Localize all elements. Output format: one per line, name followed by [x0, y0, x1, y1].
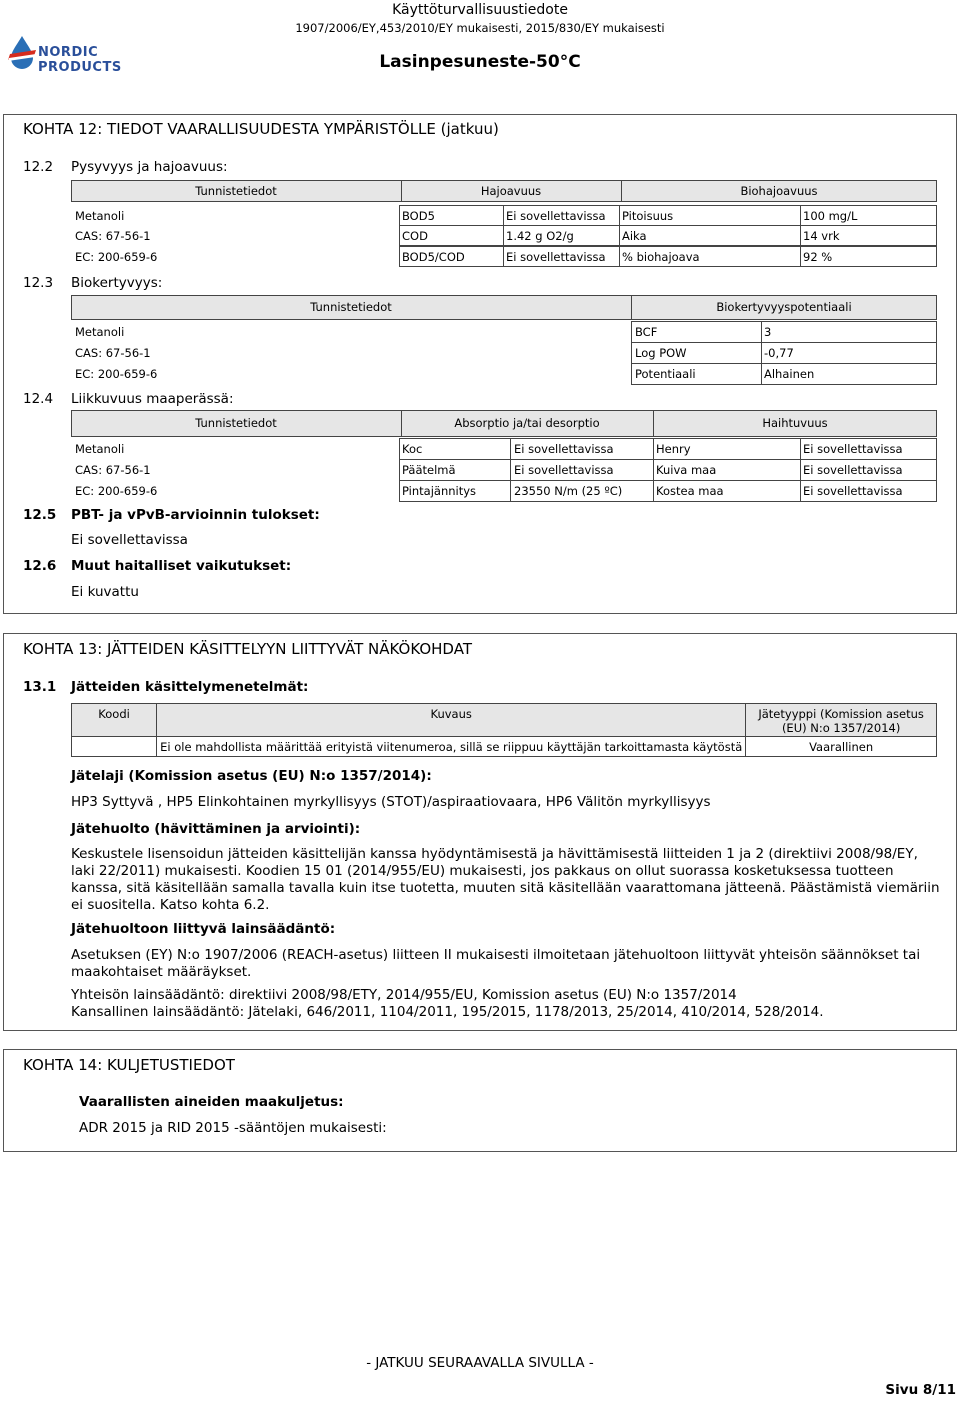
cell: BOD5 [402, 209, 435, 223]
jatelaji-text: HP3 Syttyvä , HP5 Elinkohtainen myrkyllisyys (STOT)/aspiraatiovaara, HP6 Välitön myrkyllisyys [71, 794, 711, 810]
header-hajoavuus: Hajoavuus [480, 184, 542, 198]
ident-name: Metanoli [75, 209, 125, 223]
continue-note: - JATKUU SEURAAVALLA SIVULLA - [366, 1355, 594, 1371]
cell: 100 mg/L [803, 209, 858, 223]
section-12-2-number: 12.2 [23, 159, 54, 175]
section-14-title: KOHTA 14: KULJETUSTIEDOT [23, 1056, 235, 1074]
cell: Potentiaali [635, 367, 696, 381]
cell: Aika [622, 229, 647, 243]
table-row [72, 737, 937, 757]
header-tunnistetiedot: Tunnistetiedot [195, 416, 277, 430]
cell: BOD5/COD [402, 250, 465, 264]
section-12-3-number: 12.3 [23, 275, 54, 291]
cell: COD [402, 229, 428, 243]
header-tunnistetiedot: Tunnistetiedot [310, 300, 392, 314]
header-absorptio: Absorptio ja/tai desorptio [454, 416, 600, 430]
cell: 14 vrk [803, 229, 840, 243]
cell: 23550 N/m (25 ºC) [514, 484, 623, 498]
cell: Ei sovellettavissa [514, 463, 614, 477]
cell: BCF [635, 325, 658, 339]
cell-kuvaus: Ei ole mahdollista määrittää erityistä viitenumeroa, sillä se riippuu käyttäjän tarkoittamasta käytöstä [157, 737, 746, 757]
jatelaji-title: Jätelaji (Komission asetus (EU) N:o 1357/2014): [71, 768, 432, 784]
jatehuolto-title: Jätehuolto (hävittäminen ja arviointi): [71, 821, 361, 837]
section-12-6-text: Ei kuvattu [71, 584, 139, 600]
header-jatetyyppi: Jätetyyppi (Komission asetus (EU) N:o 1357/2014) [746, 704, 937, 737]
section-12-title: KOHTA 12: TIEDOT VAARALLISUUDESTA YMPÄRISTÖLLE (jatkuu) [23, 120, 499, 138]
table-row [631, 321, 937, 343]
section-14-text: ADR 2015 ja RID 2015 -sääntöjen mukaisesti: [79, 1120, 387, 1136]
header-koodi: Koodi [72, 704, 157, 737]
laki-text-2: Yhteisön lainsäädäntö: direktiivi 2008/98/ETY, 2014/955/EU, Komission asetus (EU) N:o 1357/2014 [71, 987, 737, 1003]
cell: Koc [402, 442, 423, 456]
ident-ec: EC: 200-659-6 [75, 367, 158, 381]
section-12-2-title: Pysyvyys ja hajoavuus: [71, 159, 228, 175]
ident-cas: CAS: 67-56-1 [75, 463, 151, 477]
table-row [399, 225, 937, 246]
cell: Ei sovellettavissa [506, 250, 606, 264]
ident-name: Metanoli [75, 325, 125, 339]
ident-ec: EC: 200-659-6 [75, 250, 158, 264]
header-kuvaus: Kuvaus [157, 704, 746, 737]
section-12-6-title: Muut haitalliset vaikutukset: [71, 558, 292, 574]
cell-koodi [72, 737, 157, 757]
section-12-3-title: Biokertyvyys: [71, 275, 163, 291]
logo-text: NORDIC PRODUCTS [38, 45, 122, 75]
section-12-5-text: Ei sovellettavissa [71, 532, 188, 548]
ident-cas: CAS: 67-56-1 [75, 229, 151, 243]
jatehuolto-text: Keskustele lisensoidun jätteiden käsittelijän kanssa hyödyntämisestä ja hävittämisestä liitteiden 1 ja 2 (direktiivi 2008/98/EY, laki 22/2011) mukaisesti. Koodien 15 01 (2014/955/EU) mukaisesti, jos pakkaus on ollut suorassa kosketuksessa tuotteen kanssa, sitä käsitellään samalla tavalla kuin itse tuotetta, muuten sitä käsitellään vaarattomana jätteenä. Päästämistä viemäriin ei suositella. Katso kohta 6.2. [71, 846, 940, 913]
section-12-5-title: PBT- ja vPvB-arvioinnin tulokset: [71, 507, 320, 523]
cell: Kostea maa [656, 484, 724, 498]
cell: Päätelmä [402, 463, 456, 477]
section-12-4-title: Liikkuvuus maaperässä: [71, 391, 234, 407]
doc-type: Käyttöturvallisuustiedote [392, 2, 568, 18]
regulations: 1907/2006/EY,453/2010/EY mukaisesti, 2015/830/EY mukaisesti [295, 21, 665, 35]
section-13-1-title: Jätteiden käsittelymenetelmät: [71, 679, 309, 695]
cell: Ei sovellettavissa [803, 484, 903, 498]
page-number: Sivu 8/11 [885, 1382, 956, 1398]
laki-text-3: Kansallinen lainsäädäntö: Jätelaki, 646/2011, 1104/2011, 195/2015, 1178/2013, 25/2014, 410/2014, 528/2014. [71, 1004, 824, 1020]
laki-text-1: Asetuksen (EY) N:o 1907/2006 (REACH-asetus) liitteen II mukaisesti ilmoitetaan jätehuoltoon liittyvät yhteisön säännökset tai maakohtaiset määräykset. [71, 947, 921, 980]
cell: 92 % [803, 250, 833, 264]
cell: Ei sovellettavissa [803, 442, 903, 456]
cell: Alhainen [764, 367, 815, 381]
section-13-title: KOHTA 13: JÄTTEIDEN KÄSITTELYYN LIITTYVÄT NÄKÖKOHDAT [23, 640, 472, 658]
section-12-5-number: 12.5 [23, 507, 57, 523]
waste-table [71, 703, 937, 757]
ident-cas: CAS: 67-56-1 [75, 346, 151, 360]
section-12-6-number: 12.6 [23, 558, 57, 574]
product-name: Lasinpesuneste-50°C [379, 52, 581, 72]
cell: Ei sovellettavissa [506, 209, 606, 223]
header-biohajoavuus: Biohajoavuus [740, 184, 818, 198]
section-13-1-number: 13.1 [23, 679, 57, 695]
header-tunnistetiedot: Tunnistetiedot [195, 184, 277, 198]
laki-title: Jätehuoltoon liittyvä lainsäädäntö: [71, 921, 336, 937]
cell: Pintajännitys [402, 484, 477, 498]
cell: -0,77 [764, 346, 794, 360]
cell: 1.42 g O2/g [506, 229, 574, 243]
cell: Ei sovellettavissa [803, 463, 903, 477]
table-header-row [72, 704, 937, 737]
section-14-sub-title: Vaarallisten aineiden maakuljetus: [79, 1094, 344, 1110]
section-12-4-number: 12.4 [23, 391, 54, 407]
ident-ec: EC: 200-659-6 [75, 484, 158, 498]
ident-name: Metanoli [75, 442, 125, 456]
cell: Pitoisuus [622, 209, 674, 223]
cell: Kuiva maa [656, 463, 717, 477]
cell: Ei sovellettavissa [514, 442, 614, 456]
header-biokertyvyyspotentiaali: Biokertyvyyspotentiaali [716, 300, 852, 314]
cell: % biohajoava [622, 250, 700, 264]
cell: Log POW [635, 346, 687, 360]
cell: 3 [764, 325, 772, 339]
cell: Henry [656, 442, 691, 456]
header-haihtuvuus: Haihtuvuus [762, 416, 828, 430]
cell-jatetyyppi: Vaarallinen [746, 737, 937, 757]
